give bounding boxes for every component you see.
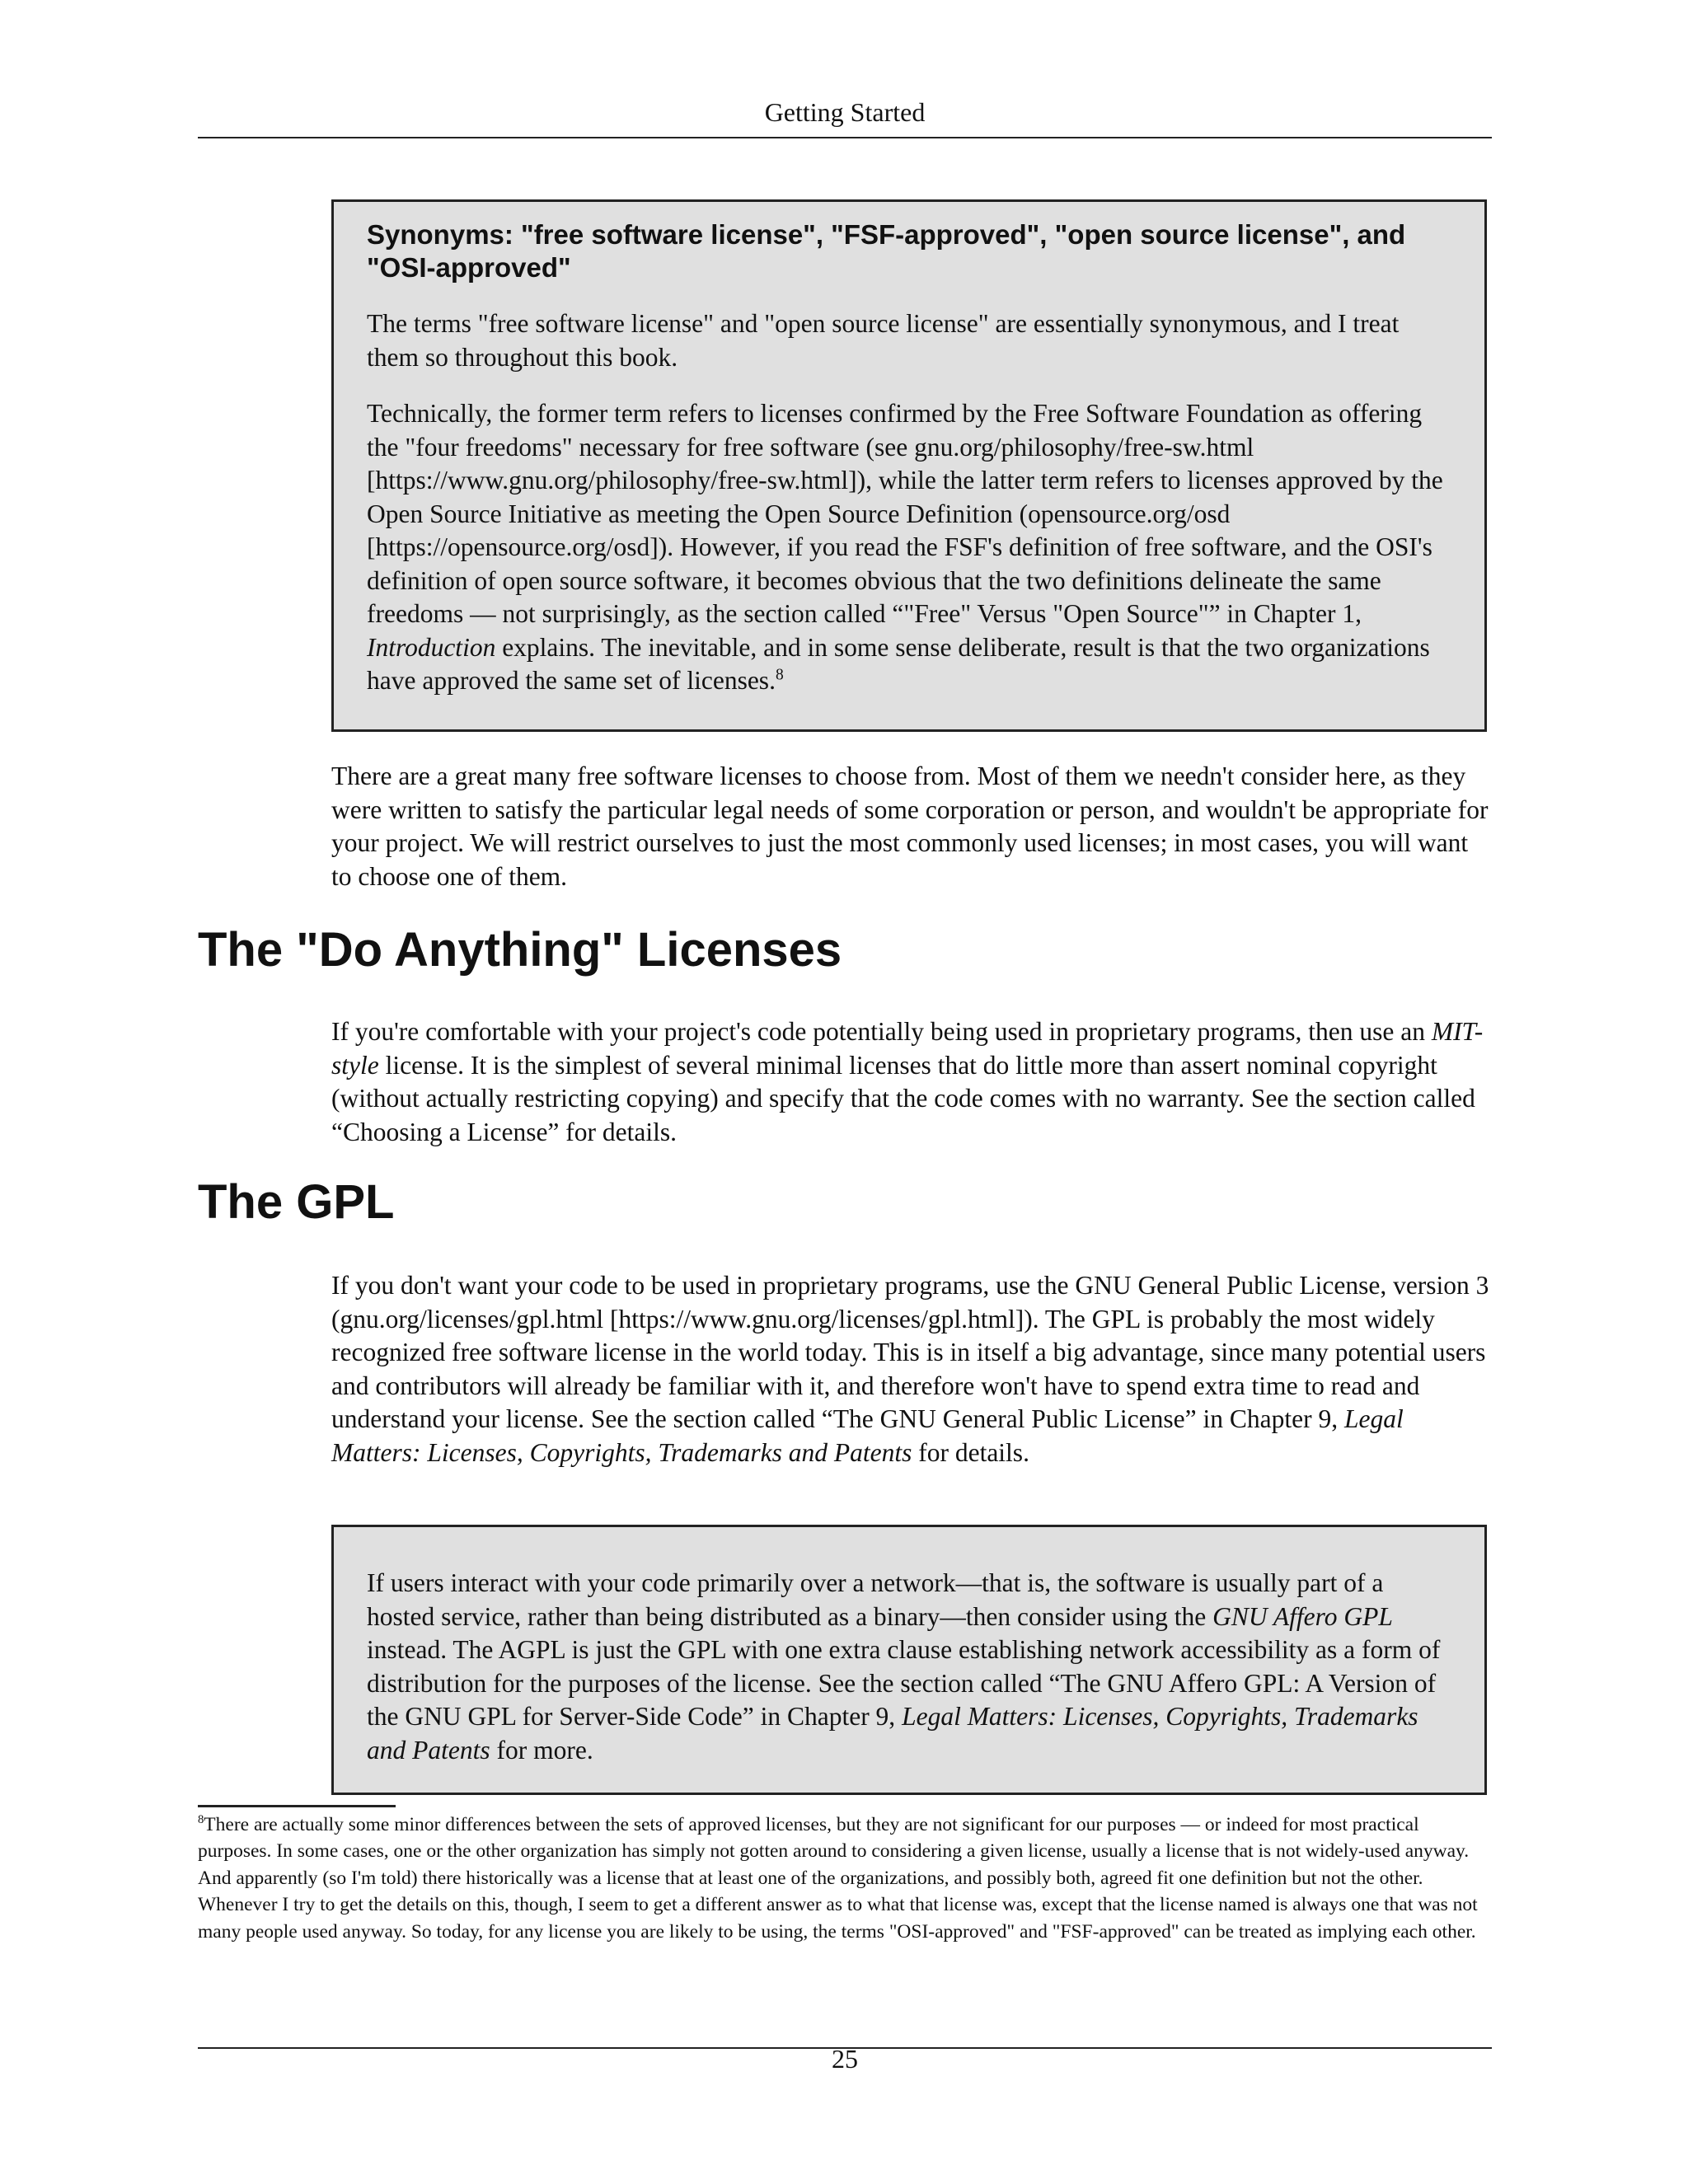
footnote-number: 8 bbox=[198, 1813, 204, 1827]
chapter-title-emphasis: Legal Matters: Licenses, Copyrights, Trademarks and Patents bbox=[331, 1404, 1404, 1467]
sidebar-text: explains. The inevitable, and in some sense deliberate, result is that the two organizations have approved the same set of licenses. bbox=[367, 632, 1430, 695]
footnote-reference[interactable]: 8 bbox=[775, 666, 784, 684]
body-text: license. It is the simplest of several minimal licenses that do little more than assert nominal copyright (without actually restricting copying) and specify that the code comes with no warranty. See the section called “Choosing a License” for details. bbox=[331, 1050, 1475, 1146]
body-text: If you don't want your code to be used in proprietary programs, use the GNU General Public License, version 3 (gnu.org/licenses/gpl.html [https://www.gnu.org/licenses/gpl.html]). The GPL is probably the most widely recognized free software license in the world today. This is in itself a big advantage, since many potential users and contributors will already be familiar with it, and therefore won't have to spend extra time to read and understand your license. See the section called “The GNU General Public License” in Chapter 9, bbox=[331, 1271, 1489, 1433]
footnote-text: There are actually some minor differences between the sets of approved licenses, but they are not significant for our purposes — or indeed for most practical purposes. In some cases, one or the other organization has simply not gotten around to considering a given license, usually a license that is not widely-used anyway. And apparently (so I'm told) there historically was a license that at least one of the organizations, and possibly both, agreed fit one definition but not the other. Whenever I try to get the details on this, though, I seem to get a different answer as to what that license was, except that the license named is always one that was not many people used anyway. So today, for any license you are likely to be using, the terms "OSI-approved" and "FSF-approved" can be treated as implying each other. bbox=[198, 1814, 1478, 1943]
footnote-rule bbox=[198, 1805, 396, 1807]
do-anything-paragraph bbox=[331, 1015, 1492, 1149]
gpl-paragraph bbox=[331, 1269, 1492, 1469]
page-number: 25 bbox=[832, 2044, 858, 2074]
sidebar-paragraph bbox=[367, 1567, 1451, 1767]
chapter-title-emphasis: Legal Matters: Licenses, Copyrights, Trademarks and Patents bbox=[367, 1702, 1418, 1765]
section-heading-gpl: The GPL bbox=[198, 1175, 395, 1229]
sidebar-text: Technically, the former term refers to licenses confirmed by the Free Software Foundation as offering the "four freedoms" necessary for free software (see gnu.org/philosophy/free-sw.html [https://www.gnu.org/philosophy/free-sw.html]), while the latter term refers to licenses approved by the Open Source Initiative as meeting the Open Source Definition (opensource.org/osd [https://opensource.org/osd]). However, if you read the FSF's definition of free software, and the OSI's definition of open source software, it becomes obvious that the two definitions delineate the same freedoms — not surprisingly, as the section called “"Free" Versus "Open Source"” in Chapter 1, bbox=[367, 399, 1443, 628]
synonyms-sidebar bbox=[331, 199, 1487, 732]
sidebar-paragraph bbox=[367, 397, 1451, 698]
intro-paragraph: There are a great many free software licenses to choose from. Most of them we needn't consider here, as they were written to satisfy the particular legal needs of some corporation or person, and wouldn't be appropriate for your project. We will restrict ourselves to just the most commonly used licenses; in most cases, you will want to choose one of them. bbox=[331, 762, 1489, 891]
term-emphasis: MIT-style bbox=[331, 1017, 1484, 1080]
sidebar-text: instead. The AGPL is just the GPL with one extra clause establishing network accessibility as a form of distribution for the purposes of the license. See the section called “The GNU Affero GPL: A Version of the GNU GPL for Server-Side Code” in Chapter 9, bbox=[367, 1635, 1441, 1731]
term-emphasis: GNU Affero GPL bbox=[1212, 1601, 1393, 1631]
agpl-note-sidebar bbox=[331, 1525, 1487, 1795]
sidebar-paragraph: The terms "free software license" and "open source license" are essentially synonymous, and I treat them so throughout this book. bbox=[367, 309, 1400, 372]
footnote bbox=[198, 1811, 1492, 1945]
body-text: for details. bbox=[912, 1437, 1029, 1467]
chapter-title-emphasis: Introduction bbox=[367, 632, 496, 662]
sidebar-text: for more. bbox=[490, 1735, 593, 1765]
sidebar-title: Synonyms: "free software license", "FSF-approved", "open source license", and "OSI-approved" bbox=[367, 219, 1406, 283]
sidebar-text: If users interact with your code primarily over a network—that is, the software is usually part of a hosted service, rather than being distributed as a binary—then consider using the bbox=[367, 1568, 1384, 1631]
running-header: Getting Started bbox=[764, 97, 926, 127]
body-text: If you're comfortable with your project's code potentially being used in proprietary programs, then use an bbox=[331, 1017, 1432, 1046]
section-heading-do-anything: The "Do Anything" Licenses bbox=[198, 923, 842, 977]
header-rule bbox=[198, 137, 1492, 138]
